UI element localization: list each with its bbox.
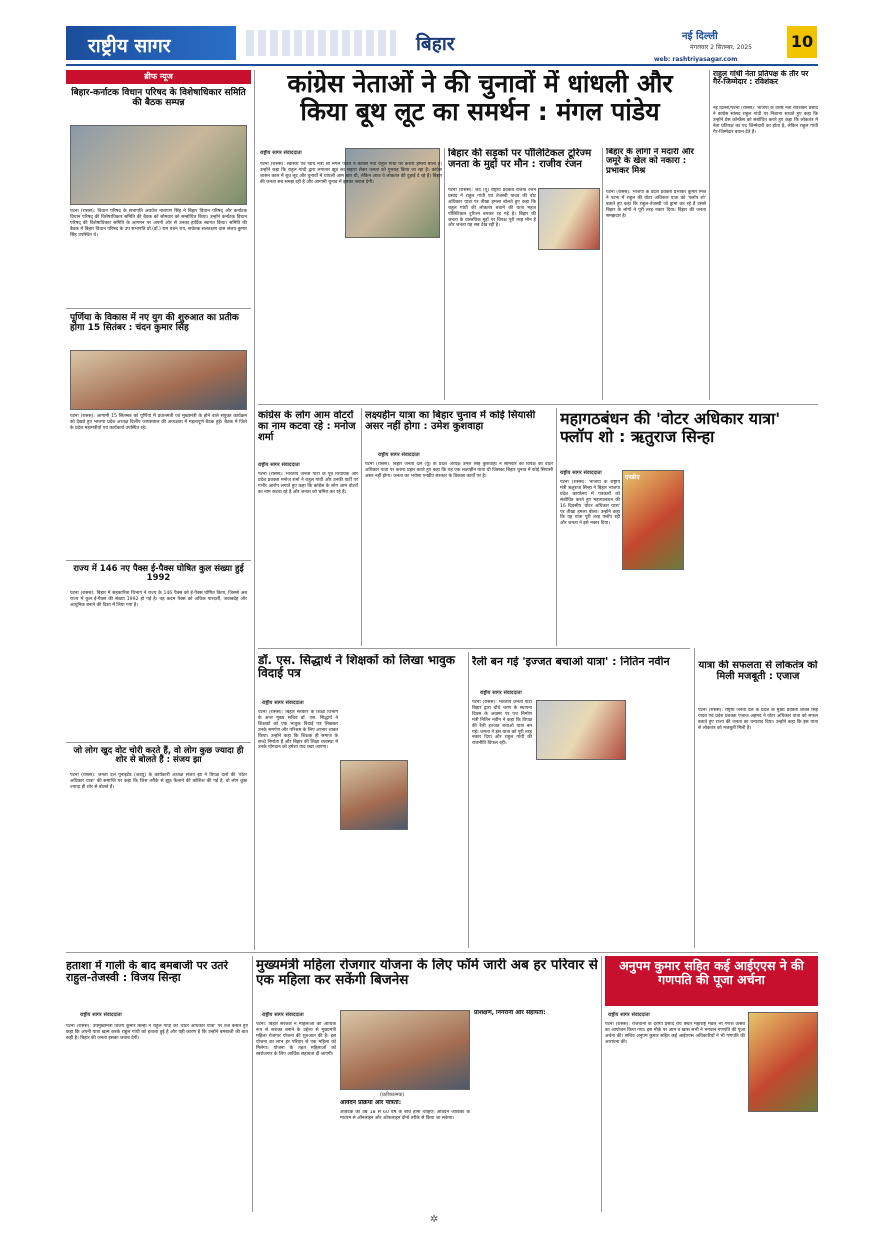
- nitin-photo: [536, 700, 626, 760]
- rajiv-photo: [538, 188, 600, 250]
- vijay-headline: हताशा में गाली के बाद बमबाजी पर उतरे राहुल-तेजस्वी : विजय सिन्हा: [66, 960, 228, 985]
- umesh-headline: लक्ष्यहीन यात्रा का बिहार चुनाव में कोई सियासी असर नहीं होगा : उमेश कुशवाहा: [365, 410, 536, 432]
- rituraj-byline: राष्ट्रीय सागर संवाददाता: [560, 470, 602, 476]
- side-top-headline: राहुल गांधी नेता प्रतिपक्ष के तौर पर गैर-जिम्मेदार : रविशंकर: [713, 70, 809, 87]
- divider: [258, 648, 690, 649]
- lead-body-cont: [292, 240, 442, 400]
- column-rule: [252, 956, 253, 1212]
- vijay-body: पटना (रासस): उपमुख्यमंत्री विजय कुमार सिन्हा ने राहुल गांधी की 'वोटर अधिकार यात्रा' पर तंज कसते हुए कहा कि अपनी यात्रा खत्म करके राहुल गांधी को हताशा हुई है और यही कारण है कि उन्होंने बमबाजी की बात कही है। बिहार की जनता इसका जवाब देगी।: [66, 1024, 248, 1041]
- anupam-body-cont: [748, 1116, 818, 1208]
- cm-scheme-byline: राष्ट्रीय सागर संवाददाता: [262, 1012, 304, 1018]
- prabhakar-headline: बिहार के लोगों ने मदारी और जमूरे के खेल को नकारा : प्रभाकर मिश्र: [606, 148, 694, 176]
- brief-news-label: ब्रीफ न्यूज: [66, 70, 251, 84]
- anupam-photo: [748, 1012, 818, 1112]
- rituraj-body-side: [688, 470, 818, 640]
- section-title: बिहार: [416, 33, 455, 55]
- anupam-byline: राष्ट्रीय सागर संवाददाता: [608, 1012, 650, 1018]
- siddharth-byline: राष्ट्रीय सागर संवाददाता: [262, 700, 304, 706]
- cm-scheme-subhead-2: प्रशिक्षण, निगरानी और सहायता:: [474, 1010, 546, 1016]
- siddharth-body: पटना (रासस): बिहार सरकार के शिक्षा विभाग के अपर मुख्य सचिव डॉ. एस. सिद्धार्थ ने शिक्षकों को एक भावुक विदाई पत्र लिखकर उनके समर्पण और परिश्रम के लिए आभार व्यक्त किया। उन्होंने कहा कि शिक्षक ही समाज के सच्चे निर्माता हैं और बिहार की शिक्षा व्यवस्था में उनके योगदान को हमेशा याद रखा जाएगा।: [258, 710, 338, 751]
- column-rule: [556, 408, 557, 646]
- masthead: [66, 26, 818, 66]
- nitin-byline: राष्ट्रीय सागर संवाददाता: [480, 690, 522, 696]
- rajiv-body: पटना (रासस): जद (यू) राष्ट्रीय प्रवक्ता राजीव रंजन प्रसाद ने राहुल गांधी एवं तेजस्वी यादव की वोट अधिकार यात्रा पर तीखा हमला बोलते हुए कहा कि राहुल गांधी की लोकतंत्र बचाने की यात्रा महज पॉलिटिकल टूरिज्म बनकर रह गई है। बिहार की जनता के वास्तविक मुद्दों पर विपक्ष पूरी तरह मौन है और जनता यह सब देख रही है।: [448, 188, 536, 229]
- rituraj-photo-caption: एनडीए: [625, 474, 640, 481]
- nitin-body-cont: [536, 764, 692, 946]
- cm-scheme-headline: मुख्यमंत्री महिला रोजगार योजना के लिए फॉर्म जारी अब हर परिवार से एक महिला कर सकेंगी बिजनेस: [256, 958, 598, 988]
- siddharth-headline: डॉ. एस. सिद्धार्थ ने शिक्षकों को लिखा भावुक विदाई पत्र: [258, 654, 456, 681]
- brief-body: पटना (रासस): आगामी 15 सितम्बर को पूर्णिया में प्रधानमंत्री एवं मुख्यमंत्री के होने वाले संयुक्त कार्यक्रम को देखते हुए भाजपा प्रदेश अध्यक्ष दिलीप जायसवाल की अध्यक्षता में महत्वपूर्ण बैठक हुई। बैठक में ज़िले के प्रदेश महामंत्रीयों एवं कार्यकर्ता उपस्थित रहे।: [70, 414, 247, 431]
- divider: [66, 560, 251, 561]
- brief-item-3: [66, 563, 251, 739]
- date-label: मंगलवार 2 सितम्बर, 2025: [690, 44, 752, 51]
- column-rule: [709, 70, 710, 400]
- cm-scheme-body-cont: [474, 1030, 598, 1208]
- ejaz-headline: यात्रा की सफलता से लोकतंत्र को मिली मजबूती : एजाज: [698, 660, 818, 682]
- lead-headline: कांग्रेस नेताओं ने की चुनावों में धांधली और किया बूथ लूट का समर्थन : मंगल पांडेय: [287, 70, 673, 126]
- paper-logo-block: [66, 26, 236, 60]
- ejaz-body: पटना (रासस): राष्ट्रीय जनता दल के प्रदेश के मुख्य प्रवक्ता शक्ति सिंह यादव एवं प्रदेश प्रवक्ता एजाज अहमद ने वोटर अधिकार यात्रा को सफल बताते हुए राज्य की जनता का धन्यवाद दिया। उन्होंने कहा कि इस यात्रा से लोकतंत्र को मजबूती मिली है।: [698, 708, 818, 731]
- brief-headline: पूर्णिया के विकास में नए युग की शुरुआत का प्रतीक होगा 15 सितंबर : चंदन कुमार सिंह: [70, 313, 239, 333]
- rituraj-headline: महागठबंधन की 'वोटर अधिकार यात्रा' फ्लॉप शो : ऋतुराज सिन्हा: [560, 410, 781, 446]
- prabhakar-body: पटना (रासस): भाजपा के प्रदेश प्रवक्ता प्रभाकर कुमार मिश्र ने पटना में राहुल की वोटर अधिकार यात्रा को 'फ्लॉप शो' बताते हुए कहा कि राहुल-तेजस्वी जो ड्रामा कर रहे हैं उससे बिहार के लोगों ने पूरी तरह नकार दिया। बिहार की जनता समझदार है।: [606, 190, 706, 219]
- brief-photo: [70, 125, 247, 205]
- divider: [258, 404, 818, 405]
- cm-scheme-photo-caption: (प्रतीकात्मक): [380, 1092, 405, 1098]
- divider: [66, 308, 251, 309]
- brief-photo: [70, 350, 247, 410]
- umesh-byline: राष्ट्रीय सागर संवाददाता: [378, 452, 420, 458]
- brief-headline: जो लोग खुद वोट चोरी करते हैं, वो लोग कुछ ज्यादा ही शोर से बोलते हैं : संजय झा: [73, 746, 244, 766]
- column-rule: [468, 652, 469, 948]
- nitin-body: पटना (रासस): भारतीय जनता पार्टी बिहार द्वारा चौथे चरण के स्थापना दिवस के अवसर पर पथ निर्माण मंत्री नितिन नवीन ने कहा कि विपक्ष की रैली इज्जत बचाओ यात्रा बन गई। जनता ने इस यात्रा को पूरी तरह नकार दिया और राहुल गांधी की राजनीति विफल रही।: [472, 700, 532, 747]
- brief-item-1: [66, 87, 251, 303]
- nitin-headline: रैली बन गई 'इज्जत बचाओ यात्रा' : नितिन नवीन: [472, 656, 670, 668]
- column-rule: [444, 148, 445, 400]
- website-label: web: rashtriyasagar.com: [654, 56, 738, 63]
- siddharth-photo: [340, 760, 408, 830]
- page-number-badge: [787, 26, 817, 58]
- manoj-body: पटना (रासस): भारतीय जनता पार्टी के पूर्व विधायक और प्रदेश प्रवक्ता मनोज शर्मा ने राहुल गांधी और उनकी पार्टी पर गंभीर आरोप लगाते हुए कहा कि कांग्रेस के लोग आम वोटरों का नाम कटवा रहे हैं और जनता को भ्रमित कर रहे हैं।: [258, 472, 358, 495]
- lead-byline: राष्ट्रीय सागर संवाददाता: [260, 150, 302, 156]
- column-rule: [254, 70, 255, 950]
- umesh-body: पटना (रासस): बिहार जनता दल (यू) के प्रदेश अध्यक्ष उमेश सिंह कुशवाहा ने सोमवार को विपक्ष की वोटर अधिकार यात्रा पर करारा प्रहार करते हुए कहा कि यह एक लक्ष्यहीन यात्रा थी जिसका बिहार चुनाव में कोई सियासी असर नहीं होगा। जनता का भरोसा एनडीए सरकार के विकास कार्यों पर है।: [365, 462, 553, 479]
- brief-body: पटना (रासस): बिहार में सहकारिता विभाग ने राज्य के 146 पैक्स को ई-पैक्स घोषित किया, जिससे अब राज्य में कुल ई-पैक्स की संख्या 1992 हो गई है। यह कदम पैक्स को अधिक पारदर्शी, जवाबदेह और आधुनिक बनाने की दिशा में लिया गया है।: [70, 591, 247, 608]
- brief-body: पटना (रासस): जनता दल यूनाइटेड (जदयू) के कार्यकारी अध्यक्ष संजय झा ने विपक्ष दलों की 'वोटर अधिकार यात्रा' की समाप्ति पर कहा कि जिस तरीके से झूठ फैलाने की कोशिश की गई है, वो लोग कुछ ज्यादा ही शोर से बोलते हैं।: [70, 773, 247, 790]
- anupam-body: पटना (रासस): राजधानी के दरोगा प्रसाद राय स्थित महाराष्ट्र मंडल भी गणेश उत्सव का आयोजन किया गया। इस मौके पर आम व खास सभी ने भगवान गणपति की पूजा अर्चना की। सचिव अनुपम कुमार सहित कई आईएएस अधिकारियों ने भी गणपति की आराधना की।: [605, 1022, 745, 1045]
- brief-item-2: [66, 312, 251, 562]
- brief-headline: बिहार-कर्नाटक विधान परिषद के विशेषाधिकार समिति की बैठक सम्पन्न: [71, 88, 246, 108]
- column-rule: [694, 648, 695, 948]
- lead-body: पटना (रासस): स्वास्थ्य एवं विधि मंत्री श्री मंगल पांडेय ने कांग्रेस नेता राहुल गांधी पर करारा हमला बोला है। उन्होंने कहा कि राहुल गांधी द्वारा लगातार झूठ का सहारा लेकर जनता को गुमराह किया जा रहा है। कांग्रेस शासन काल में बूथ लूट और चुनावों में धांधली आम बात थी, लेकिन आज वे लोकतंत्र की दुहाई दे रहे हैं। बिहार की जनता सब समझ रही है और आगामी चुनाव में इसका जवाब देगी।: [260, 162, 442, 185]
- manoj-headline: कांग्रेस के लोग आम वोटरों का नाम कटवा रहे : मनोज शर्मा: [258, 410, 356, 443]
- side-top-body: नई दिल्ली/पटना (रासस): भाजपा के वरिष्ठ नेता रविशंकर प्रसाद ने कांग्रेस सांसद राहुल गांधी पर निशाना साधते हुए कहा कि उन्होंने प्रेस कॉन्फ्रेंस को संबोधित करते हुए कहा कि लोकतंत्र में नेता प्रतिपक्ष का पद जिम्मेदारी का होता है, लेकिन राहुल गांधी गैर-जिम्मेदार बयान देते हैं।: [713, 106, 818, 135]
- divider: [66, 952, 818, 953]
- column-rule: [361, 408, 362, 646]
- siddharth-body-cont: [408, 700, 466, 946]
- paper-name: राष्ट्रीय सागर: [88, 35, 171, 57]
- page-number: 10: [790, 32, 814, 51]
- cm-scheme-body: पटना: बिहार सरकार ने महिलाओं को आर्थिक रूप से सशक्त बनाने के उद्देश्य से मुख्यमंत्री महिला रोजगार योजना की शुरुआत की है। इस योजना का लाभ हर परिवार से एक महिला को मिलेगा। योजना के तहत महिलाओं को स्वरोजगार के लिए आर्थिक सहायता दी जाएगी।: [256, 1022, 336, 1057]
- rajiv-headline: बिहार की सड़कों पर पॉलिटिकल टूरिज्म जनता के मुद्दों पर मौन : राजीव रंजन: [448, 148, 592, 170]
- cm-scheme-subbody: आवेदक की उम्र 18 से 60 वर्ष के बीच होनी चाहिए। आवेदन जीविका के माध्यम से ऑनलाइन और ऑफलाइन दोनों तरीके से किया जा सकेगा।: [340, 1110, 470, 1121]
- rituraj-body-cont: [622, 574, 684, 640]
- brief-body: पटना (रासस): विधान परिषद के सभापति अवधेश नारायण सिंह ने बिहार विधान परिषद् और कर्नाटक विधान परिषद् की विशेषाधिकार समिति की बैठक को सोमवार को सम्बोधित किया। उन्होंने कर्नाटक विधान परिषद् की विशेषाधिकार समिति के आगमन पर अपनी ओर से उनका हार्दिक स्वागत किया। समिति की बैठक में बिहार विधान परिषद के उप सभापति प्रो.(डॉ.) राम वचन राय, सचेतक सलतक्षण दास संजय कुमार सिंह उपस्थित थे।: [70, 209, 247, 238]
- brief-item-4: [66, 745, 251, 971]
- vijay-byline: राष्ट्रीय सागर संवाददाता: [80, 1012, 122, 1018]
- manoj-byline: राष्ट्रीय सागर संवाददाता: [258, 462, 300, 468]
- column-rule: [602, 148, 603, 400]
- footer-mark: ✲: [430, 1214, 439, 1225]
- cm-scheme-photo: [340, 1010, 470, 1090]
- cm-scheme-subhead: आवेदन प्रक्रिया और पात्रता:: [340, 1100, 402, 1106]
- column-rule: [601, 956, 602, 1212]
- rituraj-body: पटना (रासस): भाजपा के राष्ट्रीय मंत्री ऋतुराज सिन्हा ने बिहार भाजपा प्रदेश कार्यालय में पत्रकारों को संबोधित करते हुए महागठबंधन की 16 दिवसीय 'वोटर अधिकार यात्रा' पर तीखा हमला बोला। उन्होंने कहा कि यह यात्रा पूरी तरह फ्लॉप रही और जनता ने इसे नकार दिया।: [560, 480, 620, 527]
- divider: [66, 742, 251, 743]
- rituraj-photo: [622, 470, 684, 570]
- decor-squares-icon: [246, 30, 396, 56]
- brief-headline: राज्य में 146 नए पैक्स ई-पैक्स घोषित कुल संख्या हुई 1992: [73, 564, 244, 584]
- anupam-headline-box: [605, 956, 818, 1006]
- city-label: नई दिल्ली: [682, 31, 718, 42]
- anupam-headline: अनुपम कुमार सहित कई आईएएस ने की गणपति की पूजा अर्चना: [619, 958, 804, 987]
